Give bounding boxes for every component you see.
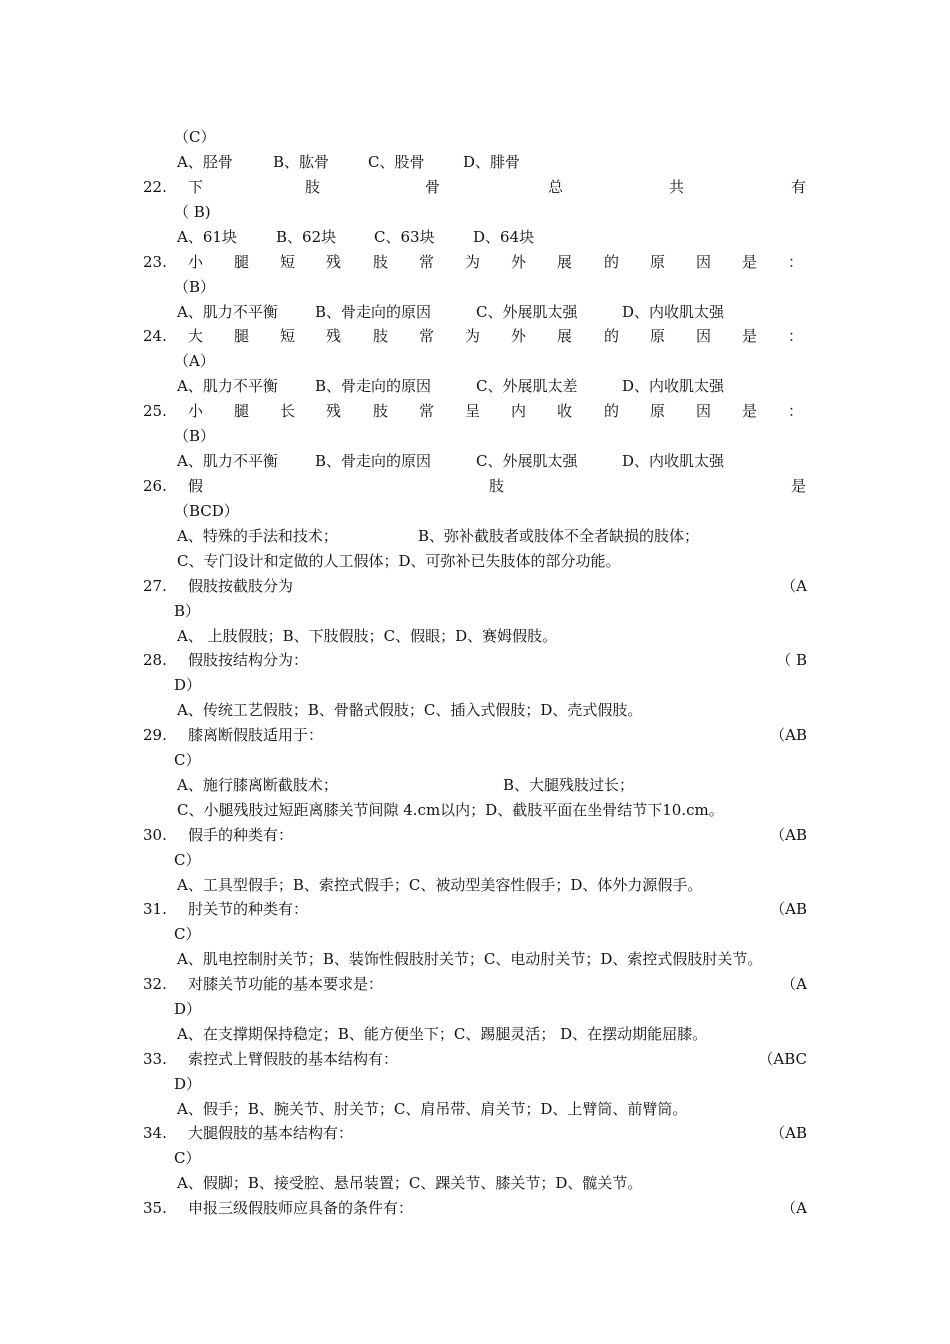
q23-stem-char: 外 xyxy=(511,253,527,271)
q23-option-c: C、外展肌太强 xyxy=(476,303,578,321)
q22-stem-char: 有 xyxy=(791,178,807,196)
q24-stem-char: ： xyxy=(788,327,804,345)
q23-stem-char: 原 xyxy=(650,253,666,271)
q23-stem-char: 展 xyxy=(557,253,573,271)
q33-stem-line xyxy=(0,1047,950,1072)
q28-answer-head: （ B xyxy=(776,651,807,669)
q30-options xyxy=(0,873,950,898)
q25-stem-char: 内 xyxy=(511,402,527,420)
q26-answer: （BCD） xyxy=(174,502,239,520)
q34-options xyxy=(0,1171,950,1196)
q26-number: 26. xyxy=(143,477,167,495)
q25-stem-char: 长 xyxy=(280,402,296,420)
q29-answer-tail: C） xyxy=(174,751,201,769)
q29-answer-line xyxy=(0,748,950,773)
q22-stem-char: 总 xyxy=(548,178,564,196)
q23-answer-line xyxy=(0,275,950,300)
q32-answer-head: （A xyxy=(781,975,807,993)
q21-option-d: D、腓骨 xyxy=(463,153,521,171)
q30-stem-line xyxy=(0,823,950,848)
q24-stem-char: 残 xyxy=(326,327,342,345)
q31-answer-head: （AB xyxy=(770,900,807,918)
q33-answer-tail: D） xyxy=(174,1075,202,1093)
q32-answer-line xyxy=(0,997,950,1022)
q24-option-c: C、外展肌太差 xyxy=(476,377,578,395)
q31-number: 31. xyxy=(143,900,167,918)
q24-stem-char: 肢 xyxy=(373,327,389,345)
q24-option-b: B、骨走向的原因 xyxy=(315,377,432,395)
q23-stem-char: 短 xyxy=(280,253,296,271)
q24-stem-char: 为 xyxy=(465,327,481,345)
q24-stem-char: 外 xyxy=(511,327,527,345)
q25-stem-char: 肢 xyxy=(373,402,389,420)
q24-stem-char: 大 xyxy=(188,327,204,345)
q28-answer-line xyxy=(0,673,950,698)
q24-stem-char: 腿 xyxy=(234,327,250,345)
q21-option-b: B、肱骨 xyxy=(273,153,330,171)
q31-stem: 肘关节的种类有： xyxy=(188,900,309,918)
q32-options-text: A、在支撑期保持稳定；B、能方便坐下；C、踢腿灵活； D、在摆动期能屈膝。 xyxy=(177,1025,708,1043)
q31-answer-line xyxy=(0,922,950,947)
q24-option-a: A、肌力不平衡 xyxy=(177,377,278,395)
q23-options xyxy=(0,300,950,325)
q25-options xyxy=(0,449,950,474)
q34-stem-line xyxy=(0,1121,950,1146)
q32-stem: 对膝关节功能的基本要求是： xyxy=(188,975,384,993)
q22-stem-char: 骨 xyxy=(425,178,441,196)
q23-stem-char: 是 xyxy=(742,253,758,271)
q21-options xyxy=(0,150,950,175)
q23-stem-line xyxy=(0,250,950,275)
q26-option-a: A、特殊的手法和技术； xyxy=(177,527,338,545)
q30-options-text: A、工具型假手；B、索控式假手；C、被动型美容性假手；D、体外力源假手。 xyxy=(177,876,703,894)
q29-answer-head: （AB xyxy=(770,726,807,744)
q24-option-d: D、内收肌太强 xyxy=(622,377,725,395)
q21-option-c: C、股骨 xyxy=(368,153,425,171)
q23-stem-char: 为 xyxy=(465,253,481,271)
q31-stem-line xyxy=(0,897,950,922)
q21-answer-line xyxy=(0,125,950,150)
q24-stem-char: 是 xyxy=(742,327,758,345)
q23-number: 23. xyxy=(143,253,167,271)
q34-number: 34. xyxy=(143,1124,167,1142)
q24-answer: （A） xyxy=(174,352,215,370)
q33-answer-head: （ABC xyxy=(758,1050,807,1068)
q27-answer-head: （A xyxy=(781,577,807,595)
q25-option-b: B、骨走向的原因 xyxy=(315,452,432,470)
q35-stem: 申报三级假肢师应具备的条件有： xyxy=(188,1199,414,1217)
q31-options-text: A、肌电控制肘关节；B、装饰性假肢肘关节；C、电动肘关节；D、索控式假肢肘关节。 xyxy=(177,950,763,968)
q33-answer-line xyxy=(0,1072,950,1097)
q29-stem: 膝离断假肢适用于： xyxy=(188,726,324,744)
q29-number: 29. xyxy=(143,726,167,744)
q26-stem-char: 是 xyxy=(791,477,807,495)
q25-stem-char: 因 xyxy=(696,402,712,420)
q32-options xyxy=(0,1022,950,1047)
q25-stem-char: 腿 xyxy=(234,402,250,420)
q25-stem-line xyxy=(0,399,950,424)
q23-option-d: D、内收肌太强 xyxy=(622,303,725,321)
q29-option-a: A、施行膝离断截肢术； xyxy=(177,776,338,794)
q25-stem-char: 小 xyxy=(188,402,204,420)
q22-stem-line xyxy=(0,175,950,200)
q25-answer: （B） xyxy=(174,427,216,445)
q27-stem: 假肢按截肢分为 xyxy=(188,577,294,595)
q30-answer-line xyxy=(0,848,950,873)
q30-answer-head: （AB xyxy=(770,826,807,844)
q25-stem-char: 是 xyxy=(742,402,758,420)
q22-option-c: C、63块 xyxy=(374,228,435,246)
q32-answer-tail: D） xyxy=(174,1000,202,1018)
q30-number: 30. xyxy=(143,826,167,844)
q24-answer-line xyxy=(0,349,950,374)
q24-stem-line xyxy=(0,324,950,349)
q29-options-line1 xyxy=(0,773,950,798)
q24-stem-char: 常 xyxy=(419,327,435,345)
q26-options-cd: C、专门设计和定做的人工假体；D、可弥补已失肢体的部分功能。 xyxy=(177,552,621,570)
q35-answer-head: （A xyxy=(781,1199,807,1217)
q22-answer: （ B) xyxy=(174,203,211,221)
q22-answer-line xyxy=(0,200,950,225)
q27-stem-line xyxy=(0,574,950,599)
q33-options-text: A、假手；B、腕关节、肘关节；C、肩吊带、肩关节；D、上臂筒、前臂筒。 xyxy=(177,1100,688,1118)
q23-stem-char: 残 xyxy=(326,253,342,271)
q27-number: 27. xyxy=(143,577,167,595)
q35-number: 35. xyxy=(143,1199,167,1217)
q34-stem: 大腿假肢的基本结构有： xyxy=(188,1124,354,1142)
q33-options xyxy=(0,1097,950,1122)
q25-stem-char: ： xyxy=(788,402,804,420)
q29-options-line2 xyxy=(0,798,950,823)
q22-option-a: A、61块 xyxy=(177,228,237,246)
q31-options xyxy=(0,947,950,972)
q23-stem-char: 肢 xyxy=(373,253,389,271)
q23-stem-char: 常 xyxy=(419,253,435,271)
q33-number: 33. xyxy=(143,1050,167,1068)
q26-options-line2 xyxy=(0,549,950,574)
q26-stem-char: 假 xyxy=(188,477,204,495)
q33-stem: 索控式上臂假肢的基本结构有： xyxy=(188,1050,399,1068)
q29-options-cd: C、小腿残肢过短距离膝关节间隙 4.cm以内；D、截肢平面在坐骨结节下10.cm。 xyxy=(177,801,724,819)
q34-options-text: A、假脚；B、接受腔、悬吊装置；C、踝关节、膝关节；D、髋关节。 xyxy=(177,1174,643,1192)
q34-answer-tail: C） xyxy=(174,1149,201,1167)
q24-stem-char: 的 xyxy=(604,327,620,345)
q22-stem-char: 肢 xyxy=(305,178,321,196)
q28-options-text: A、传统工艺假肢；B、骨骼式假肢；C、插入式假肢；D、壳式假肢。 xyxy=(177,701,643,719)
q28-options xyxy=(0,698,950,723)
q24-stem-char: 短 xyxy=(280,327,296,345)
q25-stem-char: 的 xyxy=(604,402,620,420)
q25-stem-char: 原 xyxy=(650,402,666,420)
q22-stem-char: 下 xyxy=(188,178,204,196)
q28-number: 28. xyxy=(143,651,167,669)
q25-stem-char: 收 xyxy=(557,402,573,420)
q32-number: 32. xyxy=(143,975,167,993)
q21-answer: （C） xyxy=(174,128,216,146)
q32-stem-line xyxy=(0,972,950,997)
q28-stem-line xyxy=(0,648,950,673)
q26-stem-char: 肢 xyxy=(489,477,505,495)
q23-stem-char: 的 xyxy=(604,253,620,271)
q25-answer-line xyxy=(0,424,950,449)
q30-stem: 假手的种类有： xyxy=(188,826,294,844)
q27-answer-line xyxy=(0,599,950,624)
q25-stem-char: 常 xyxy=(419,402,435,420)
q21-option-a: A、胫骨 xyxy=(177,153,233,171)
q22-number: 22. xyxy=(143,178,167,196)
q24-number: 24. xyxy=(143,327,167,345)
q23-option-a: A、肌力不平衡 xyxy=(177,303,278,321)
q25-stem-char: 呈 xyxy=(465,402,481,420)
q23-stem-char: 腿 xyxy=(234,253,250,271)
q31-answer-tail: C） xyxy=(174,925,201,943)
q26-answer-line xyxy=(0,499,950,524)
q30-answer-tail: C） xyxy=(174,851,201,869)
q25-stem-char: 残 xyxy=(326,402,342,420)
q26-options-line1 xyxy=(0,524,950,549)
q25-option-a: A、肌力不平衡 xyxy=(177,452,278,470)
q27-options xyxy=(0,624,950,649)
q23-stem-char: 小 xyxy=(188,253,204,271)
q34-answer-line xyxy=(0,1146,950,1171)
q27-options-text: A、 上肢假肢；B、下肢假肢；C、假眼；D、赛姆假肢。 xyxy=(177,627,558,645)
q24-stem-char: 展 xyxy=(557,327,573,345)
q22-stem-char: 共 xyxy=(669,178,685,196)
q28-stem: 假肢按结构分为： xyxy=(188,651,309,669)
q29-stem-line xyxy=(0,723,950,748)
q23-answer: （B） xyxy=(174,278,216,296)
q25-option-d: D、内收肌太强 xyxy=(622,452,725,470)
q35-stem-line xyxy=(0,1196,950,1221)
q24-stem-char: 因 xyxy=(696,327,712,345)
q26-option-b: B、弥补截肢者或肢体不全者缺损的肢体； xyxy=(418,527,700,545)
q22-options xyxy=(0,225,950,250)
q24-stem-char: 原 xyxy=(650,327,666,345)
q24-options xyxy=(0,374,950,399)
q27-answer-tail: B） xyxy=(174,602,201,620)
q23-stem-char: ： xyxy=(788,253,804,271)
q23-option-b: B、骨走向的原因 xyxy=(315,303,432,321)
q28-answer-tail: D） xyxy=(174,676,202,694)
q25-option-c: C、外展肌太强 xyxy=(476,452,578,470)
q22-option-b: B、62块 xyxy=(276,228,337,246)
q26-stem-line xyxy=(0,474,950,499)
q25-number: 25. xyxy=(143,402,167,420)
q29-option-b: B、大腿残肢过长； xyxy=(503,776,635,794)
q34-answer-head: （AB xyxy=(770,1124,807,1142)
q23-stem-char: 因 xyxy=(696,253,712,271)
q22-option-d: D、64块 xyxy=(473,228,535,246)
